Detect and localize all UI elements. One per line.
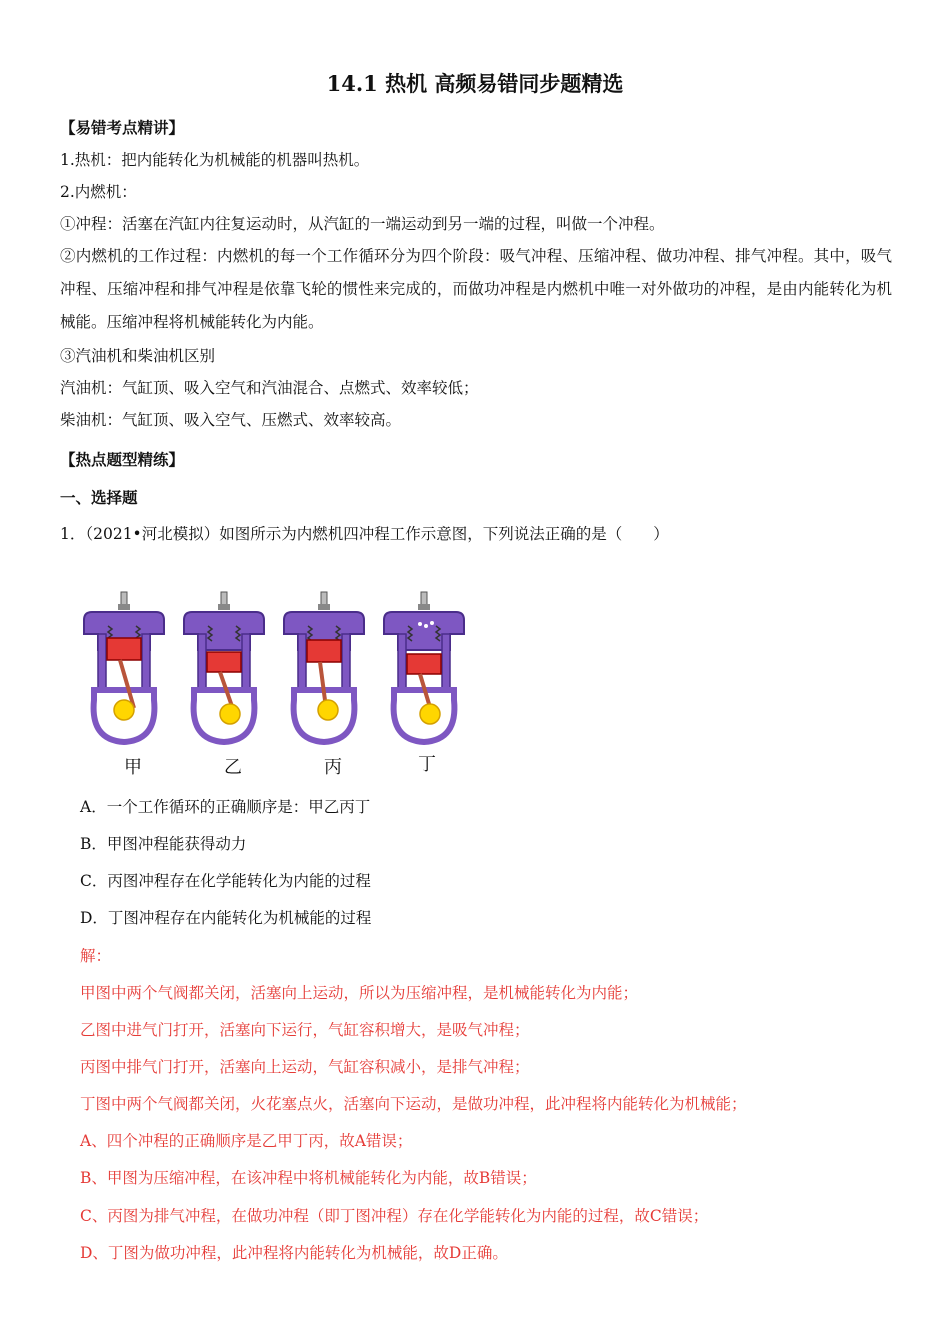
figure-label-yi: 乙 [224, 757, 242, 778]
section-heading-key-points: 【易错考点精讲】 [60, 118, 185, 137]
paragraph-working-process: ②内燃机的工作过程：内燃机的每一个工作循环分为四个阶段：吸气冲程、压缩冲程、做功冲程、排气冲程。其中，吸气冲程、压缩冲程和排气冲程是依靠飞轮的惯性来完成的，而做功冲程是内燃机中唯一对外做功的冲程，是由内能转化为机械能。压缩冲程将机械能转化为内能。 [60, 247, 892, 331]
option-b: B．甲图冲程能获得动力 [80, 835, 247, 853]
engine-ding [384, 592, 464, 742]
option-d: D．丁图冲程存在内能转化为机械能的过程 [80, 909, 372, 927]
solution-line: 丁图中两个气阀都关闭，火花塞点火，活塞向下运动，是做功冲程，此冲程将内能转化为机械能； [80, 1095, 747, 1113]
paragraph-heat-engine: 1.热机：把内能转化为机械能的机器叫热机。 [60, 151, 370, 169]
engine-diagram [80, 590, 480, 750]
paragraph-stroke: ①冲程：活塞在汽缸内往复运动时，从汽缸的一端运动到另一端的过程，叫做一个冲程。 [60, 215, 665, 233]
page-title: 14.1 热机 高频易错同步题精选 [326, 71, 624, 96]
figure-label-jia: 甲 [124, 757, 142, 778]
solution-line: C、丙图为排气冲程，在做功冲程（即丁图冲程）存在化学能转化为内能的过程，故C错误； [80, 1207, 709, 1225]
engine-yi [184, 592, 264, 742]
engine-bing [284, 592, 364, 742]
figure-label-ding: 丁 [418, 754, 436, 775]
section-heading-practice: 【热点题型精练】 [60, 450, 185, 469]
engine-strokes-figure [80, 590, 480, 785]
solution-line: A、四个冲程的正确顺序是乙甲丁丙，故A错误； [80, 1132, 413, 1150]
paragraph-internal-combustion: 2.内燃机： [60, 183, 137, 201]
solution-line: B、甲图为压缩冲程，在该冲程中将机械能转化为内能，故B错误； [80, 1169, 537, 1187]
engine-jia [84, 592, 164, 742]
paragraph-gasoline: 汽油机：气缸顶、吸入空气和汽油混合、点燃式、效率较低； [60, 379, 479, 397]
option-a: A．一个工作循环的正确顺序是：甲乙丙丁 [80, 798, 371, 816]
solution-label: 解： [80, 947, 112, 965]
solution-line: 乙图中进气门打开，活塞向下运行，气缸容积增大，是吸气冲程； [80, 1021, 530, 1039]
paragraph-diesel: 柴油机：气缸顶、吸入空气、压燃式、效率较高。 [60, 411, 402, 429]
figure-label-bing: 丙 [324, 757, 342, 778]
solution-line: D、丁图为做功冲程，此冲程将内能转化为机械能，故D正确。 [80, 1244, 508, 1262]
option-c: C．丙图冲程存在化学能转化为内能的过程 [80, 872, 371, 890]
solution-line: 甲图中两个气阀都关闭，活塞向上运动，所以为压缩冲程，是机械能转化为内能； [80, 984, 639, 1002]
solution-line: 丙图中排气门打开，活塞向上运动，气缸容积减小，是排气冲程； [80, 1058, 530, 1076]
subheading-choice: 一、选择题 [60, 488, 138, 507]
paragraph-difference: ③汽油机和柴油机区别 [60, 347, 216, 365]
question-1: 1．（2021•河北模拟）如图所示为内燃机四冲程工作示意图，下列说法正确的是（ ） [60, 525, 669, 543]
